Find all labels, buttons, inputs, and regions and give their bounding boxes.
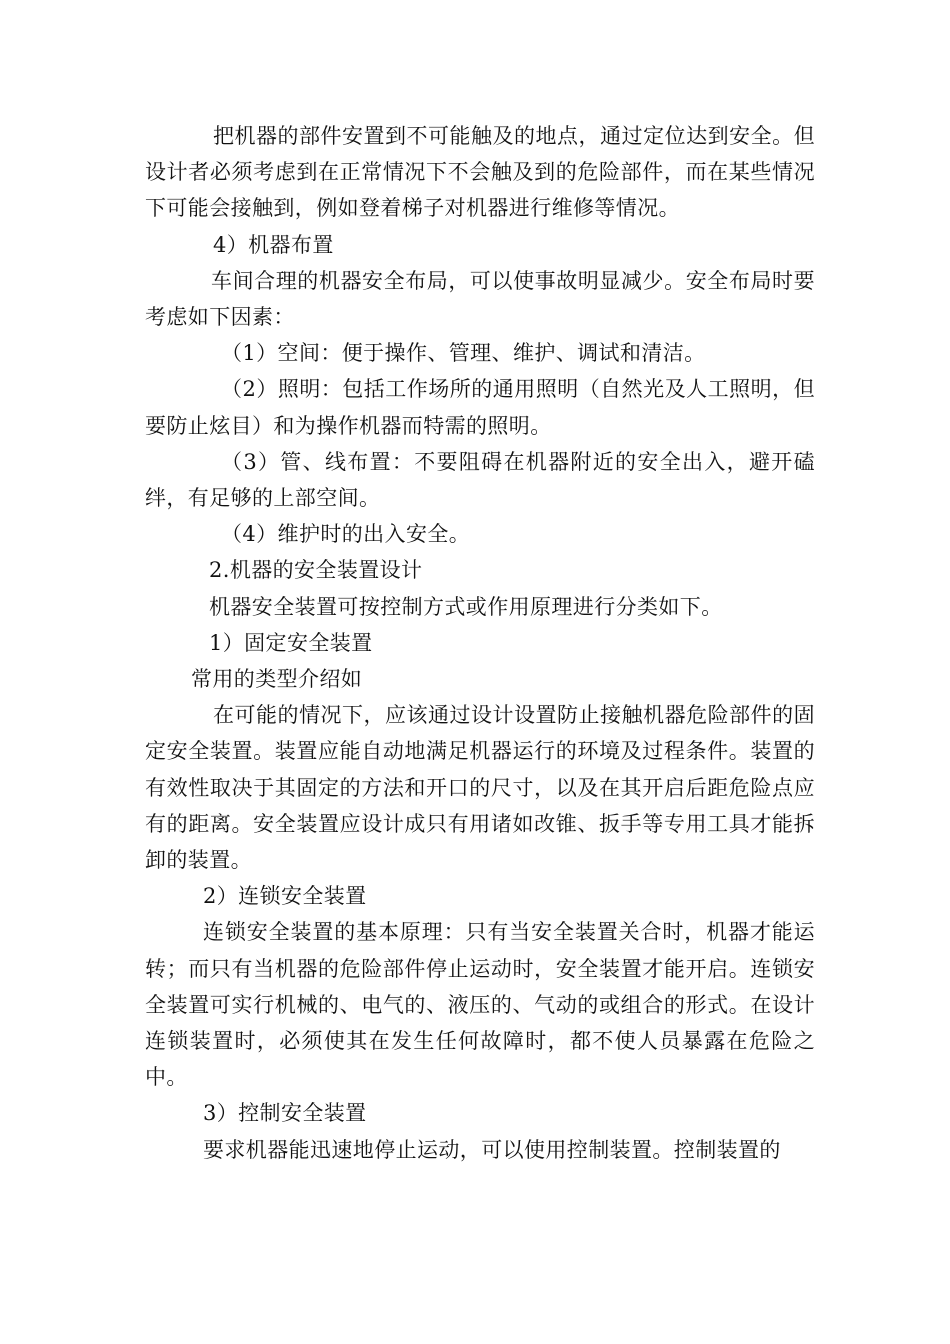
heading-control-safety-device: 3）控制安全装置 (203, 1101, 367, 1126)
heading-safety-device-design: 2.机器的安全装置设计 (209, 558, 423, 583)
list-item-pipes-lines: （3）管、线布置：不要阻碍在机器附近的安全出入，避开磕绊，有足够的上部空间。 (145, 449, 815, 511)
paragraph-common-types: 常用的类型介绍如 (191, 667, 363, 692)
list-item-maintenance-access: （4）维护时的出入安全。 (221, 522, 471, 547)
heading-machine-layout: 4）机器布置 (213, 232, 334, 257)
paragraph-positioning-safety: 把机器的部件安置到不可能触及的地点，通过定位达到安全。但设计者必须考虑到在正常情况下不会触及到的危险部件，而在某些情况下可能会接触到，例如登着梯子对机器进行维修等情况。 (145, 124, 815, 221)
list-item-space: （1）空间：便于操作、管理、维护、调试和清洁。 (221, 341, 706, 366)
paragraph-interlock-principle: 连锁安全装置的基本原理：只有当安全装置关合时，机器才能运转；而只有当机器的危险部件停止运动时，安全装置才能开启。连锁安全装置可实行机械的、电气的、液压的、气动的或组合的形式。在设计连锁装置时，必须使其在发生任何故障时，都不使人员暴露在危险之中。 (145, 920, 815, 1090)
paragraph-fixed-device-detail: 在可能的情况下，应该通过设计设置防止接触机器危险部件的固定安全装置。装置应能自动地满足机器运行的环境及过程条件。装置的有效性取决于其固定的方法和开口的尺寸，以及在其开启后距危险点应有的距离。安全装置应设计成只有用诸如改锥、扳手等专用工具才能拆卸的装置。 (145, 703, 815, 873)
paragraph-workshop-layout: 车间合理的机器安全布局，可以使事故明显减少。安全布局时要考虑如下因素： (145, 268, 815, 330)
paragraph-device-classification: 机器安全装置可按控制方式或作用原理进行分类如下。 (209, 594, 723, 619)
heading-interlock-safety-device: 2）连锁安全装置 (203, 884, 367, 909)
document-body (145, 118, 815, 1168)
heading-fixed-safety-device: 1）固定安全装置 (209, 630, 373, 655)
paragraph-control-device: 要求机器能迅速地停止运动，可以使用控制装置。控制装置的 (203, 1137, 781, 1162)
list-item-lighting: （2）照明：包括工作场所的通用照明（自然光及人工照明，但要防止炫目）和为操作机器而特需的照明。 (145, 377, 815, 438)
